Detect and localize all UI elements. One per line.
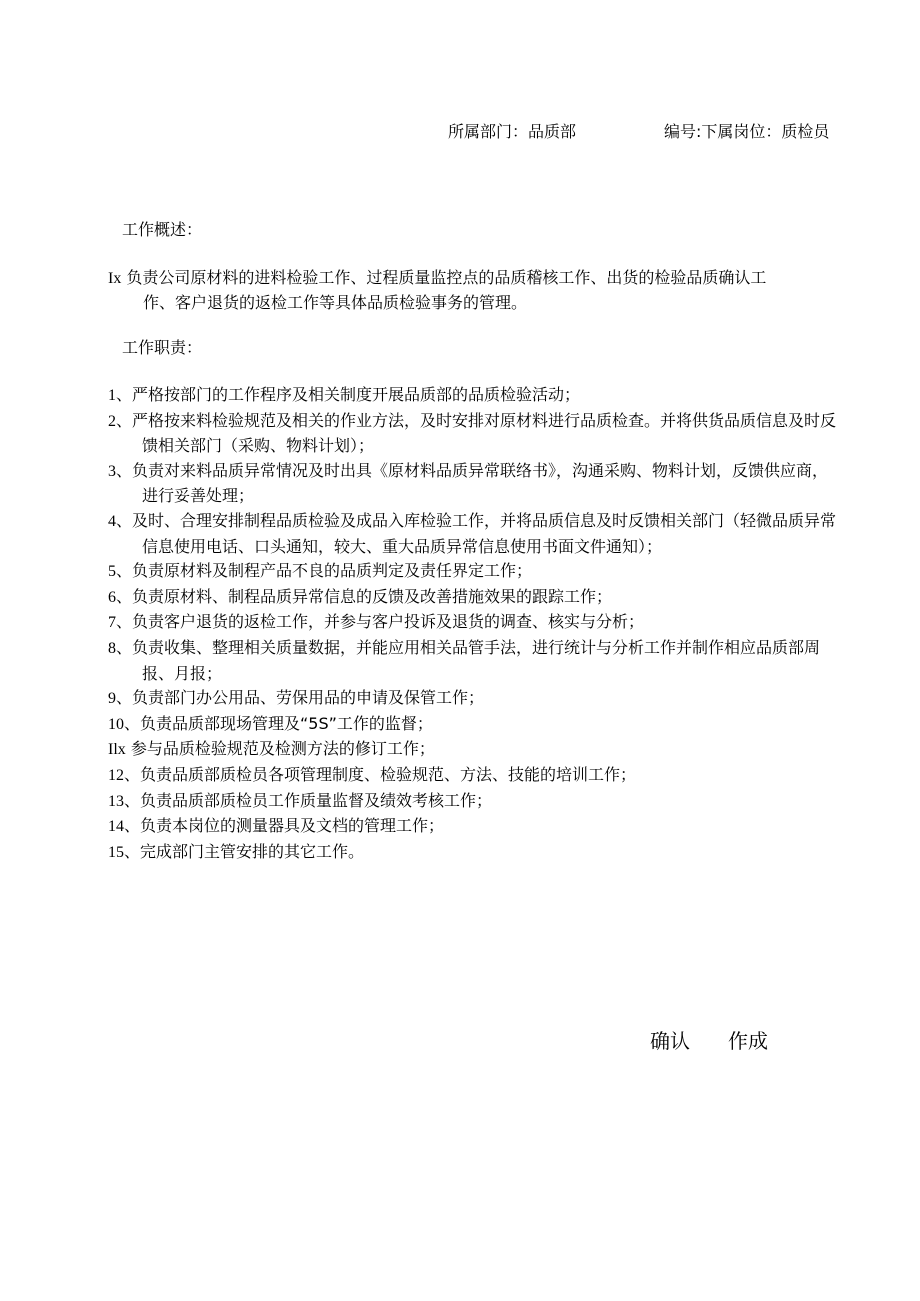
duty-item	[108, 840, 838, 866]
duty-number: 10、	[108, 715, 141, 733]
overview-text-line1: 负责公司原材料的进料检验工作、过程质量监控点的品质稽核工作、出货的检验品质确认工	[126, 268, 767, 287]
duty-text: 负责部门办公用品、劳保用品的申请及保管工作；	[132, 688, 485, 708]
duty-number: 4、	[108, 512, 133, 530]
duty-text: 负责原材料及制程产品不良的品质判定及责任界定工作；	[132, 561, 533, 581]
duty-text: 负责客户退货的返检工作，并参与客户投诉及退货的调查、核实与分析；	[132, 612, 645, 632]
duty-text: 完成部门主管安排的其它工作。	[140, 841, 365, 861]
duty-text: 负责品质部质检员各项管理制度、检验规范、方法、技能的培训工作；	[140, 764, 637, 784]
signature-area	[650, 1026, 768, 1056]
duty-number: 5、	[108, 563, 133, 581]
overview-marker: Ix	[108, 270, 122, 287]
duty-item	[108, 585, 838, 611]
duty-item	[108, 636, 838, 686]
duty-number: 1、	[108, 387, 133, 404]
duty-item	[108, 509, 838, 559]
duty-number: 8、	[108, 639, 133, 657]
duty-number: 13、	[108, 792, 141, 810]
duty-number: 14、	[108, 818, 141, 836]
duty-number: 12、	[108, 766, 141, 784]
department-label: 所属部门：品质部	[448, 122, 577, 141]
duty-item	[108, 383, 838, 409]
confirm-label: 确认	[650, 1029, 690, 1053]
duty-text: 负责原材料、制程品质异常信息的反馈及改善措施效果的跟踪工作；	[132, 586, 613, 606]
duty-item	[108, 409, 838, 459]
duty-text: 及时、合理安排制程品质检验及成品入库检验工作，并将品质信息及时反馈相关部门（轻微品质异常信息使用电话、口头通知，较大、重大品质异常信息使用书面文件通知）；	[132, 510, 837, 556]
duty-item	[108, 610, 838, 636]
duty-item	[108, 712, 838, 738]
duty-number: 3、	[108, 462, 133, 480]
duties-heading: 工作职责：	[122, 338, 203, 357]
duty-text: 负责品质部现场管理及“5S”工作的监督；	[140, 713, 433, 733]
document-header	[448, 117, 838, 147]
overview-text-line2: 作、客户退货的返检工作等具体品质检验事务的管理。	[143, 293, 528, 312]
overview-paragraph	[108, 266, 830, 315]
duty-number: 7、	[108, 614, 133, 632]
duty-number: 2、	[108, 412, 133, 430]
duty-number: 15、	[108, 843, 141, 861]
duties-list	[108, 383, 838, 865]
duty-text: 参与品质检验规范及检测方法的修订工作；	[130, 739, 435, 759]
duty-text: 负责本岗位的测量器具及文档的管理工作；	[140, 816, 445, 836]
position-label: 编号:下属岗位：质检员	[664, 122, 830, 141]
duty-number: 9、	[108, 690, 133, 708]
duty-item	[108, 459, 838, 509]
duty-item	[108, 789, 838, 815]
duty-item	[108, 737, 838, 763]
duty-item	[108, 686, 838, 712]
duty-text: 严格按来料检验规范及相关的作业方法，及时安排对原材料进行品质检查。并将供货品质信息及时反馈相关部门（采购、物料计划）；	[132, 410, 837, 456]
duty-number: 6、	[108, 588, 133, 606]
duty-item	[108, 814, 838, 840]
overview-heading: 工作概述：	[122, 220, 203, 239]
duty-text: 负责对来料品质异常情况及时出具《原材料品质异常联络书》，沟通采购、物料计划，反馈供应商，进行妥善处理；	[132, 460, 829, 506]
duty-text: 负责收集、整理相关质量数据，并能应用相关品管手法，进行统计与分析工作并制作相应品质部周报、月报；	[132, 637, 821, 683]
duty-text: 严格按部门的工作程序及相关制度开展品质部的品质检验活动；	[132, 385, 581, 404]
create-label: 作成	[728, 1029, 768, 1053]
duty-item	[108, 763, 838, 789]
duty-item	[108, 559, 838, 585]
duty-number: Ilx	[108, 741, 126, 759]
duty-text: 负责品质部质检员工作质量监督及绩效考核工作；	[140, 790, 493, 810]
